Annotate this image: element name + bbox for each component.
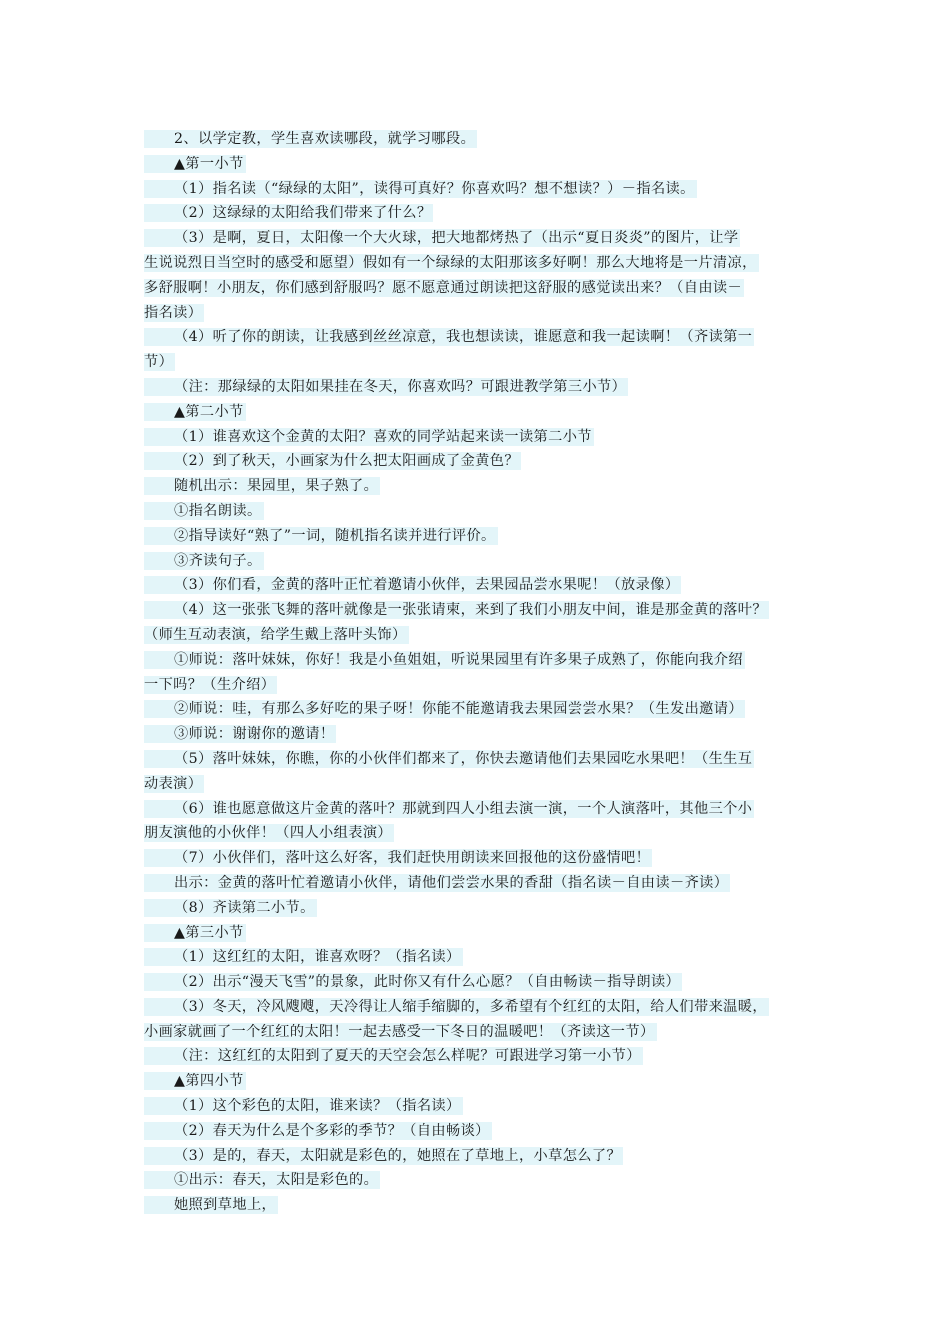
paragraph-line-text: 动表演） (144, 775, 203, 792)
paragraph-line (144, 474, 824, 499)
paragraph-line (144, 251, 824, 276)
paragraph-line-text: ②师说：哇，有那么多好吃的果子呀！你能不能邀请我去果园尝尝水果？（生发出邀请） (144, 700, 745, 718)
paragraph-line (144, 1094, 824, 1119)
paragraph-line (144, 400, 824, 425)
paragraph-line-text: （注：这红红的太阳到了夏天的天空会怎么样呢？可跟进学习第一小节） (144, 1047, 643, 1065)
paragraph-line (144, 1044, 824, 1069)
paragraph-line (144, 325, 824, 350)
paragraph-line-text: （2）春天为什么是个多彩的季节？（自由畅谈） (144, 1122, 492, 1140)
paragraph-line (144, 524, 824, 549)
paragraph-line-text: （2）到了秋天，小画家为什么把太阳画成了金黄色？ (144, 452, 521, 470)
paragraph-line-text: （6）谁也愿意做这片金黄的落叶？那就到四人小组去演一演，一个人演落叶，其他三个小 (144, 800, 754, 818)
paragraph-line-text: （3）冬天，冷风飕飕，天冷得让人缩手缩脚的，多希望有个红红的太阳，给人们带来温暖， (144, 998, 769, 1016)
paragraph-line (144, 846, 824, 871)
paragraph-line (144, 1144, 824, 1169)
paragraph-line (144, 350, 824, 375)
paragraph-line-text: ▲第四小节 (144, 1072, 246, 1090)
paragraph-line-text: （注：那绿绿的太阳如果挂在冬天，你喜欢吗？可跟进教学第三小节） (144, 378, 628, 396)
paragraph-line (144, 1069, 824, 1094)
paragraph-line-text: ①出示：春天，太阳是彩色的。 (144, 1171, 380, 1189)
paragraph-line (144, 1193, 824, 1218)
paragraph-line (144, 499, 824, 524)
paragraph-line (144, 549, 824, 574)
paragraph-line (144, 648, 824, 673)
paragraph-line (144, 201, 824, 226)
paragraph-line-text: ▲第三小节 (144, 924, 246, 942)
paragraph-line-text: ③齐读句子。 (144, 552, 264, 570)
paragraph-line (144, 598, 824, 623)
paragraph-line (144, 945, 824, 970)
paragraph-line (144, 821, 824, 846)
paragraph-line-text: （2）这绿绿的太阳给我们带来了什么？ (144, 204, 433, 222)
paragraph-line (144, 896, 824, 921)
paragraph-line-text: 随机出示：果园里，果子熟了。 (144, 477, 380, 495)
paragraph-line (144, 995, 824, 1020)
paragraph-line-text: ①师说：落叶妹妹，你好！我是小鱼姐姐，听说果园里有许多果子成熟了，你能向我介绍 (144, 651, 745, 669)
paragraph-line (144, 970, 824, 995)
paragraph-line (144, 747, 824, 772)
paragraph-line-text: 生说说烈日当空时的感受和愿望）假如有一个绿绿的太阳那该多好啊！那么大地将是一片清凉， (144, 254, 757, 271)
paragraph-line-text: （7）小伙伴们，落叶这么好客，我们赶快用朗读来回报他的这份盛情吧！ (144, 849, 652, 867)
paragraph-line (144, 697, 824, 722)
paragraph-line (144, 177, 824, 202)
lesson-plan-text (144, 127, 824, 1218)
paragraph-line-text: ▲第一小节 (144, 155, 246, 173)
paragraph-line (144, 1119, 824, 1144)
paragraph-line-text: 朋友演他的小伙伴！（四人小组表演） (144, 825, 392, 842)
paragraph-line (144, 921, 824, 946)
paragraph-line (144, 127, 824, 152)
paragraph-line-text: （4）这一张张飞舞的落叶就像是一张张请柬，来到了我们小朋友中间，谁是那金黄的落叶？ (144, 601, 769, 619)
paragraph-line-text: ③师说：谢谢你的邀请！ (144, 725, 336, 743)
paragraph-line (144, 301, 824, 326)
paragraph-line (144, 425, 824, 450)
paragraph-line-text: （2）出示“漫天飞雪”的景象，此时你又有什么心愿？（自由畅读－指导朗读） (144, 973, 682, 991)
paragraph-line-text: （1）指名读（“绿绿的太阳”，读得可真好？你喜欢吗？想不想读？）－指名读。 (144, 180, 697, 198)
paragraph-line-text: （3）是啊，夏日，太阳像一个大火球，把大地都烤热了（出示“夏日炎炎”的图片，让学 (144, 229, 740, 247)
paragraph-line-text: 一下吗？（生介绍） (144, 676, 276, 693)
paragraph-line-text: （1）这红红的太阳，谁喜欢呀？（指名读） (144, 948, 463, 966)
paragraph-line-text: （3）是的，春天，太阳就是彩色的，她照在了草地上，小草怎么了？ (144, 1147, 623, 1165)
paragraph-line-text: 出示：金黄的落叶忙着邀请小伙伴，请他们尝尝水果的香甜（指名读－自由读－齐读） (144, 874, 730, 892)
paragraph-line-text: （5）落叶妹妹，你瞧，你的小伙伴们都来了，你快去邀请他们去果园吃水果吧！（生生互 (144, 750, 754, 768)
paragraph-line (144, 673, 824, 698)
paragraph-line (144, 573, 824, 598)
paragraph-line (144, 276, 824, 301)
paragraph-line (144, 152, 824, 177)
paragraph-line (144, 1168, 824, 1193)
paragraph-line-text: ①指名朗读。 (144, 502, 264, 520)
paragraph-line (144, 871, 824, 896)
paragraph-line (144, 449, 824, 474)
paragraph-line (144, 226, 824, 251)
paragraph-line-text: 2、以学定教，学生喜欢读哪段，就学习哪段。 (144, 130, 477, 148)
paragraph-line (144, 797, 824, 822)
paragraph-line-text: 节） (144, 354, 174, 371)
paragraph-line-text: 多舒服啊！小朋友，你们感到舒服吗？愿不愿意通过朗读把这舒服的感觉读出来？（自由读－ (144, 279, 743, 296)
paragraph-line-text: 她照到草地上， (144, 1196, 278, 1214)
paragraph-line (144, 772, 824, 797)
paragraph-line-text: （1）这个彩色的太阳，谁来读？（指名读） (144, 1097, 463, 1115)
paragraph-line (144, 623, 824, 648)
paragraph-line-text: ▲第二小节 (144, 403, 246, 421)
paragraph-line (144, 1020, 824, 1045)
paragraph-line-text: ②指导读好“熟了”一词，随机指名读并进行评价。 (144, 527, 498, 545)
paragraph-line-text: （3）你们看，金黄的落叶正忙着邀请小伙伴，去果园品尝水果呢！（放录像） (144, 576, 681, 594)
paragraph-line (144, 722, 824, 747)
paragraph-line (144, 375, 824, 400)
paragraph-line-text: 小画家就画了一个红红的太阳！一起去感受一下冬日的温暖吧！（齐读这一节） (144, 1023, 655, 1040)
paragraph-line-text: （师生互动表演，给学生戴上落叶头饰） (144, 626, 407, 643)
paragraph-line-text: （1）谁喜欢这个金黄的太阳？喜欢的同学站起来读一读第二小节 (144, 428, 594, 446)
paragraph-line-text: （4）听了你的朗读，让我感到丝丝凉意，我也想读读，谁愿意和我一起读啊！（齐读第一 (144, 328, 754, 346)
paragraph-line-text: 指名读） (144, 304, 203, 321)
paragraph-line-text: （8）齐读第二小节。 (144, 899, 317, 917)
